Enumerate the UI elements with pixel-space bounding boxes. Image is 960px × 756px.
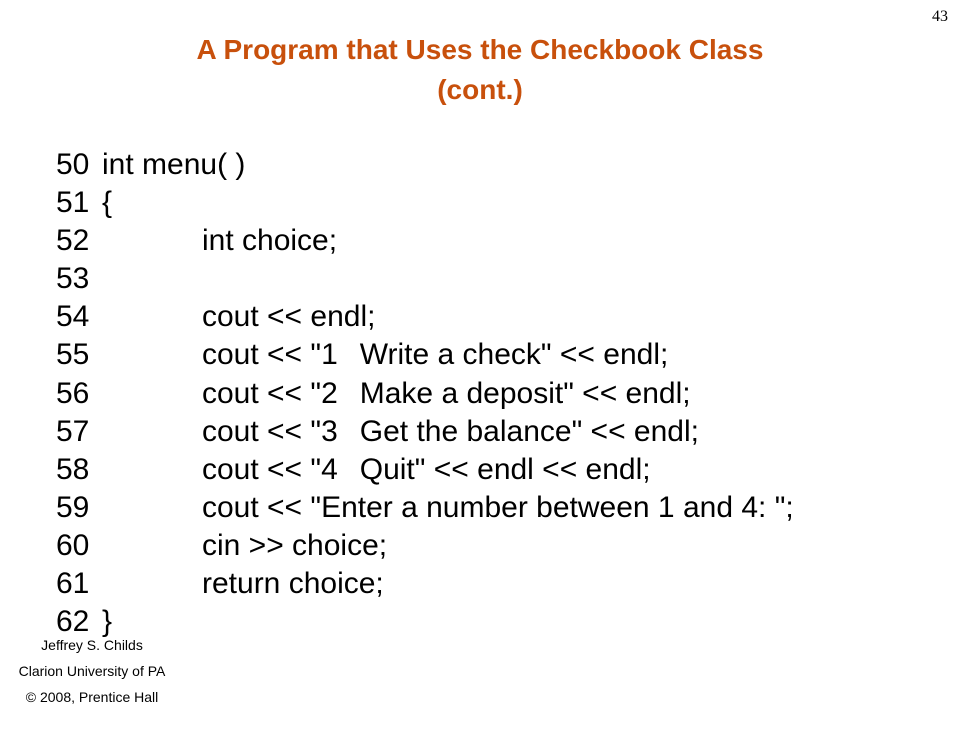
line-number: 59 bbox=[56, 490, 90, 524]
slide-title bbox=[0, 30, 960, 110]
line-number: 62 bbox=[56, 605, 90, 639]
code-text: cout << endl; bbox=[202, 300, 376, 334]
footer-institution: Clarion University of PA bbox=[18, 663, 166, 679]
code-text bbox=[202, 375, 691, 413]
code-text-prefix: cout << "3 bbox=[202, 414, 338, 448]
code-text-suffix: Get the balance" << endl; bbox=[359, 414, 699, 448]
line-number: 60 bbox=[56, 528, 90, 562]
code-text: cout << "Enter a number between 1 and 4: "; bbox=[202, 490, 794, 524]
code-line bbox=[56, 565, 384, 603]
line-number: 51 bbox=[56, 186, 90, 220]
code-line bbox=[56, 260, 89, 298]
code-line bbox=[56, 489, 794, 527]
code-text bbox=[202, 413, 699, 451]
code-line bbox=[56, 146, 246, 184]
code-text: } bbox=[102, 605, 113, 639]
code-text-suffix: Quit" << endl << endl; bbox=[359, 452, 651, 486]
line-number: 61 bbox=[56, 567, 90, 601]
code-line bbox=[56, 451, 651, 489]
slide-footer bbox=[0, 632, 184, 710]
slide-number: 43 bbox=[932, 8, 948, 25]
code-text: int menu( ) bbox=[102, 148, 246, 181]
line-number: 55 bbox=[56, 338, 90, 372]
code-line bbox=[56, 413, 699, 451]
code-text-suffix: Write a check" << endl; bbox=[359, 338, 669, 372]
line-number: 58 bbox=[56, 452, 90, 486]
code-listing bbox=[56, 146, 794, 641]
footer-author: Jeffrey S. Childs bbox=[41, 637, 143, 653]
code-text-suffix: Make a deposit" << endl; bbox=[359, 376, 691, 410]
line-number: 52 bbox=[56, 224, 90, 258]
code-text: return choice; bbox=[202, 567, 384, 601]
code-text: cin >> choice; bbox=[202, 528, 388, 562]
footer-copyright: © 2008, Prentice Hall bbox=[25, 689, 159, 705]
code-text-prefix: cout << "2 bbox=[202, 376, 338, 410]
code-line bbox=[56, 527, 388, 565]
code-text bbox=[202, 336, 668, 374]
code-line bbox=[56, 184, 113, 222]
line-number: 50 bbox=[56, 148, 90, 181]
line-number: 57 bbox=[56, 414, 90, 448]
code-text-prefix: cout << "4 bbox=[202, 452, 338, 486]
code-line bbox=[56, 336, 669, 374]
title-line-1: A Program that Uses the Checkbook Class bbox=[196, 34, 764, 65]
code-line bbox=[56, 375, 691, 413]
line-number: 54 bbox=[56, 300, 90, 334]
code-text bbox=[202, 451, 651, 489]
code-text: { bbox=[102, 186, 113, 220]
code-line bbox=[56, 298, 376, 336]
code-line bbox=[56, 222, 338, 260]
title-line-2: (cont.) bbox=[437, 74, 523, 105]
line-number: 53 bbox=[56, 262, 90, 296]
code-text-prefix: cout << "1 bbox=[202, 338, 338, 372]
code-text: int choice; bbox=[202, 224, 338, 258]
line-number: 56 bbox=[56, 376, 90, 410]
